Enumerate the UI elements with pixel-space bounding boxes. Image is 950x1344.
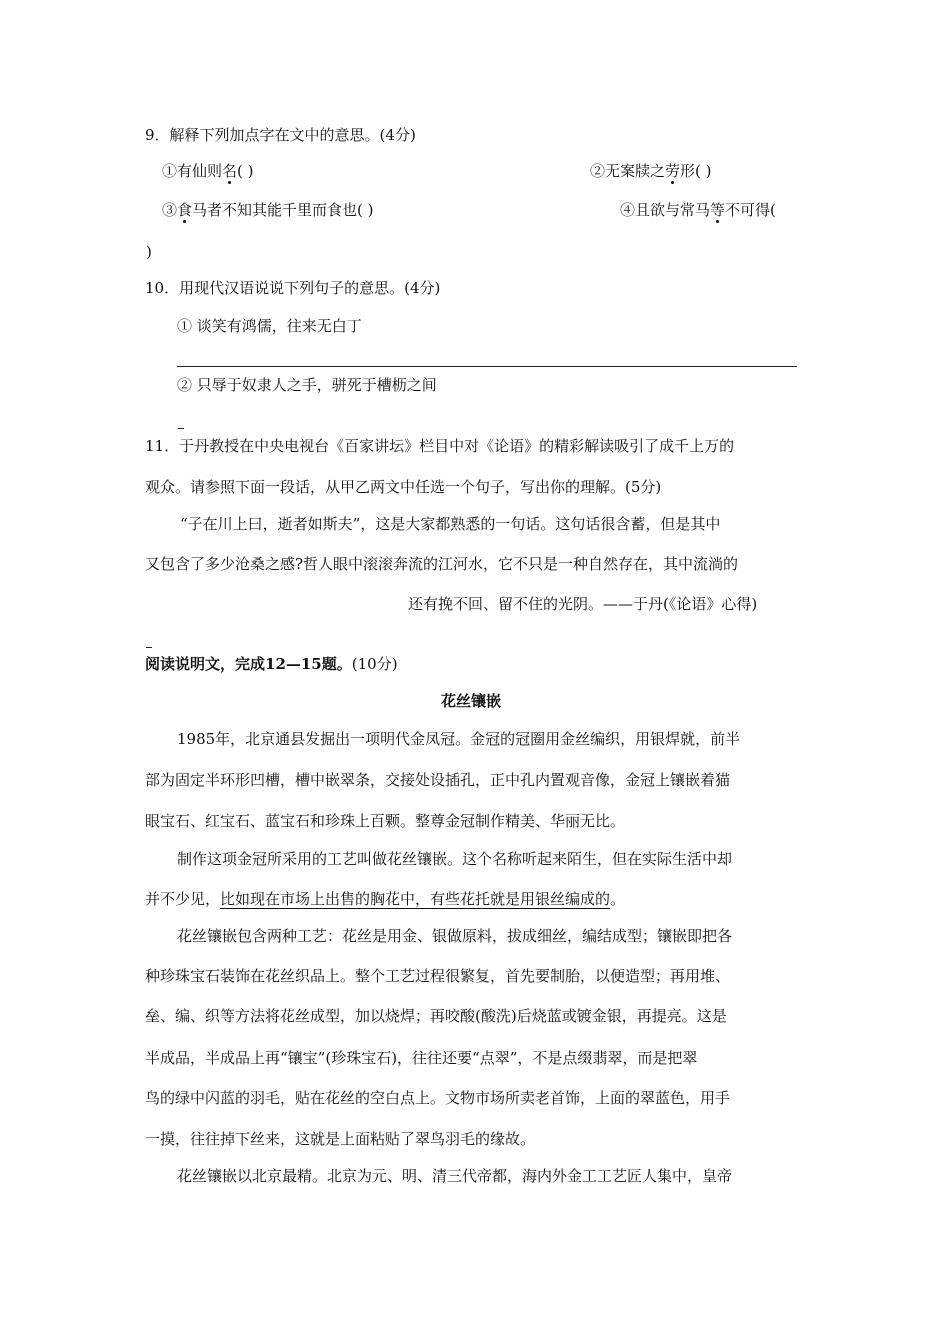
- p1-line-3: 眼宝石、红宝石、蓝宝石和珍珠上百颗。整尊金冠制作精美、华丽无比。: [145, 812, 626, 830]
- q9-item-1: [162, 160, 254, 182]
- reading-instruction-text: 阅读说明文，完成12—15题。: [145, 655, 352, 673]
- q10-heading: 10．用现代汉语说说下列句子的意思。(4分): [145, 279, 441, 297]
- q10-sentence-1: ① 谈笑有鸿儒，往来无白丁: [177, 317, 362, 335]
- q9-item-3-pre: ③: [162, 201, 178, 219]
- q11-line-2: 观众。请参照下面一段话，从甲乙两文中任选一个句子，写出你的理解。(5分): [145, 478, 662, 496]
- reading-instruction: [145, 653, 398, 675]
- q11-answer-mark: [146, 647, 152, 648]
- q9-item-3-post: 马者不知其能千里而食也( ): [192, 201, 374, 219]
- q11-line-1: 11．于丹教授在中央电视台《百家讲坛》栏目中对《论语》的精彩解读吸引了成千上万的: [145, 437, 735, 455]
- p1-line-1: 1985年，北京通县发掘出一项明代金凤冠。金冠的冠圈用金丝编织，用银焊就，前半: [177, 730, 741, 748]
- q10-answer-mark: [178, 428, 184, 429]
- q9-item-3: [162, 199, 374, 221]
- p2-line-2-post: 。: [610, 890, 626, 908]
- p3-line-2: 种珍珠宝石装饰在花丝织品上。整个工艺过程很繁复，首先要制胎，以便造型；再用堆、: [145, 967, 731, 985]
- p2-line-2-pre: 并不少见，: [145, 890, 221, 908]
- q9-item-2: [590, 160, 712, 182]
- reading-instruction-score: (10分): [351, 655, 398, 673]
- q9-item-2-pre: ②无案牍之: [590, 162, 666, 180]
- q9-item-4-post: 不可得(: [725, 201, 776, 219]
- q10-answer-line: [177, 366, 797, 367]
- reading-title: 花丝镶嵌: [441, 692, 502, 710]
- p2-underlined-sentence: 比如现在市场上出售的胸花中，有些花托就是用银丝编成的: [220, 890, 611, 908]
- q9-item-1-post: ( ): [237, 162, 254, 180]
- q11-quote-line-2: 又包含了多少沧桑之感?哲人眼中滚滚奔流的江河水，它不只是一种自然存在，其中流淌的: [145, 555, 739, 573]
- p3-line-4: 半成品，半成品上再“镶宝”(珍珠宝石)，往往还要“点翠”，不是点缀翡翠，而是把翠: [145, 1049, 698, 1067]
- q9-item-4: [620, 199, 776, 221]
- p3-line-6: 一摸，往往掉下丝来，这就是上面粘贴了翠鸟羽毛的缘故。: [145, 1130, 536, 1148]
- q9-item-1-pre: ①有仙则: [162, 162, 223, 180]
- p1-line-2: 部为固定半环形凹槽，槽中嵌翠条，交接处设插孔，正中孔内置观音像，金冠上镶嵌着猫: [145, 771, 731, 789]
- q10-sentence-2: ② 只辱于奴隶人之手，骈死于槽枥之间: [177, 376, 437, 394]
- q9-item-4-dotted-char: 等: [710, 201, 726, 219]
- p3-line-5: 鸟的绿中闪蓝的羽毛，贴在花丝的空白点上。文物市场所卖老首饰，上面的翠蓝色，用手: [145, 1089, 731, 1107]
- q9-item-4-pre: ④且欲与常马: [620, 201, 711, 219]
- q9-item-1-dotted-char: 名: [222, 162, 238, 180]
- p2-line-2: [145, 888, 625, 910]
- q9-heading: 9．解释下列加点字在文中的意思。(4分): [145, 126, 416, 144]
- p2-line-1: 制作这项金冠所采用的工艺叫做花丝镶嵌。这个名称听起来陌生，但在实际生活中却: [177, 850, 733, 868]
- p4-line-1: 花丝镶嵌以北京最精。北京为元、明、清三代帝都，海内外金工工艺匠人集中，皇帝: [177, 1167, 733, 1185]
- q11-quote-line-3: 还有挽不回、留不住的光阴。——于丹(《论语》心得): [408, 595, 758, 613]
- q9-item-3-dotted-char: 食: [177, 201, 193, 219]
- p3-line-3: 垒、编、织等方法将花丝成型，加以烧焊；再咬酸(酸洗)后烧蓝或镀金银，再提亮。这是: [145, 1007, 727, 1025]
- q9-item-4-close: ): [146, 243, 152, 261]
- q9-item-2-dotted-char: 劳: [665, 162, 681, 180]
- q11-quote-line-1: “子在川上曰，逝者如斯夫”，这是大家都熟悉的一句话。这句话很含蓄，但是其中: [180, 515, 721, 533]
- p3-line-1: 花丝镶嵌包含两种工艺：花丝是用金、银做原料，拔成细丝，编结成型；镶嵌即把各: [177, 927, 733, 945]
- q9-item-2-post: 形( ): [680, 162, 712, 180]
